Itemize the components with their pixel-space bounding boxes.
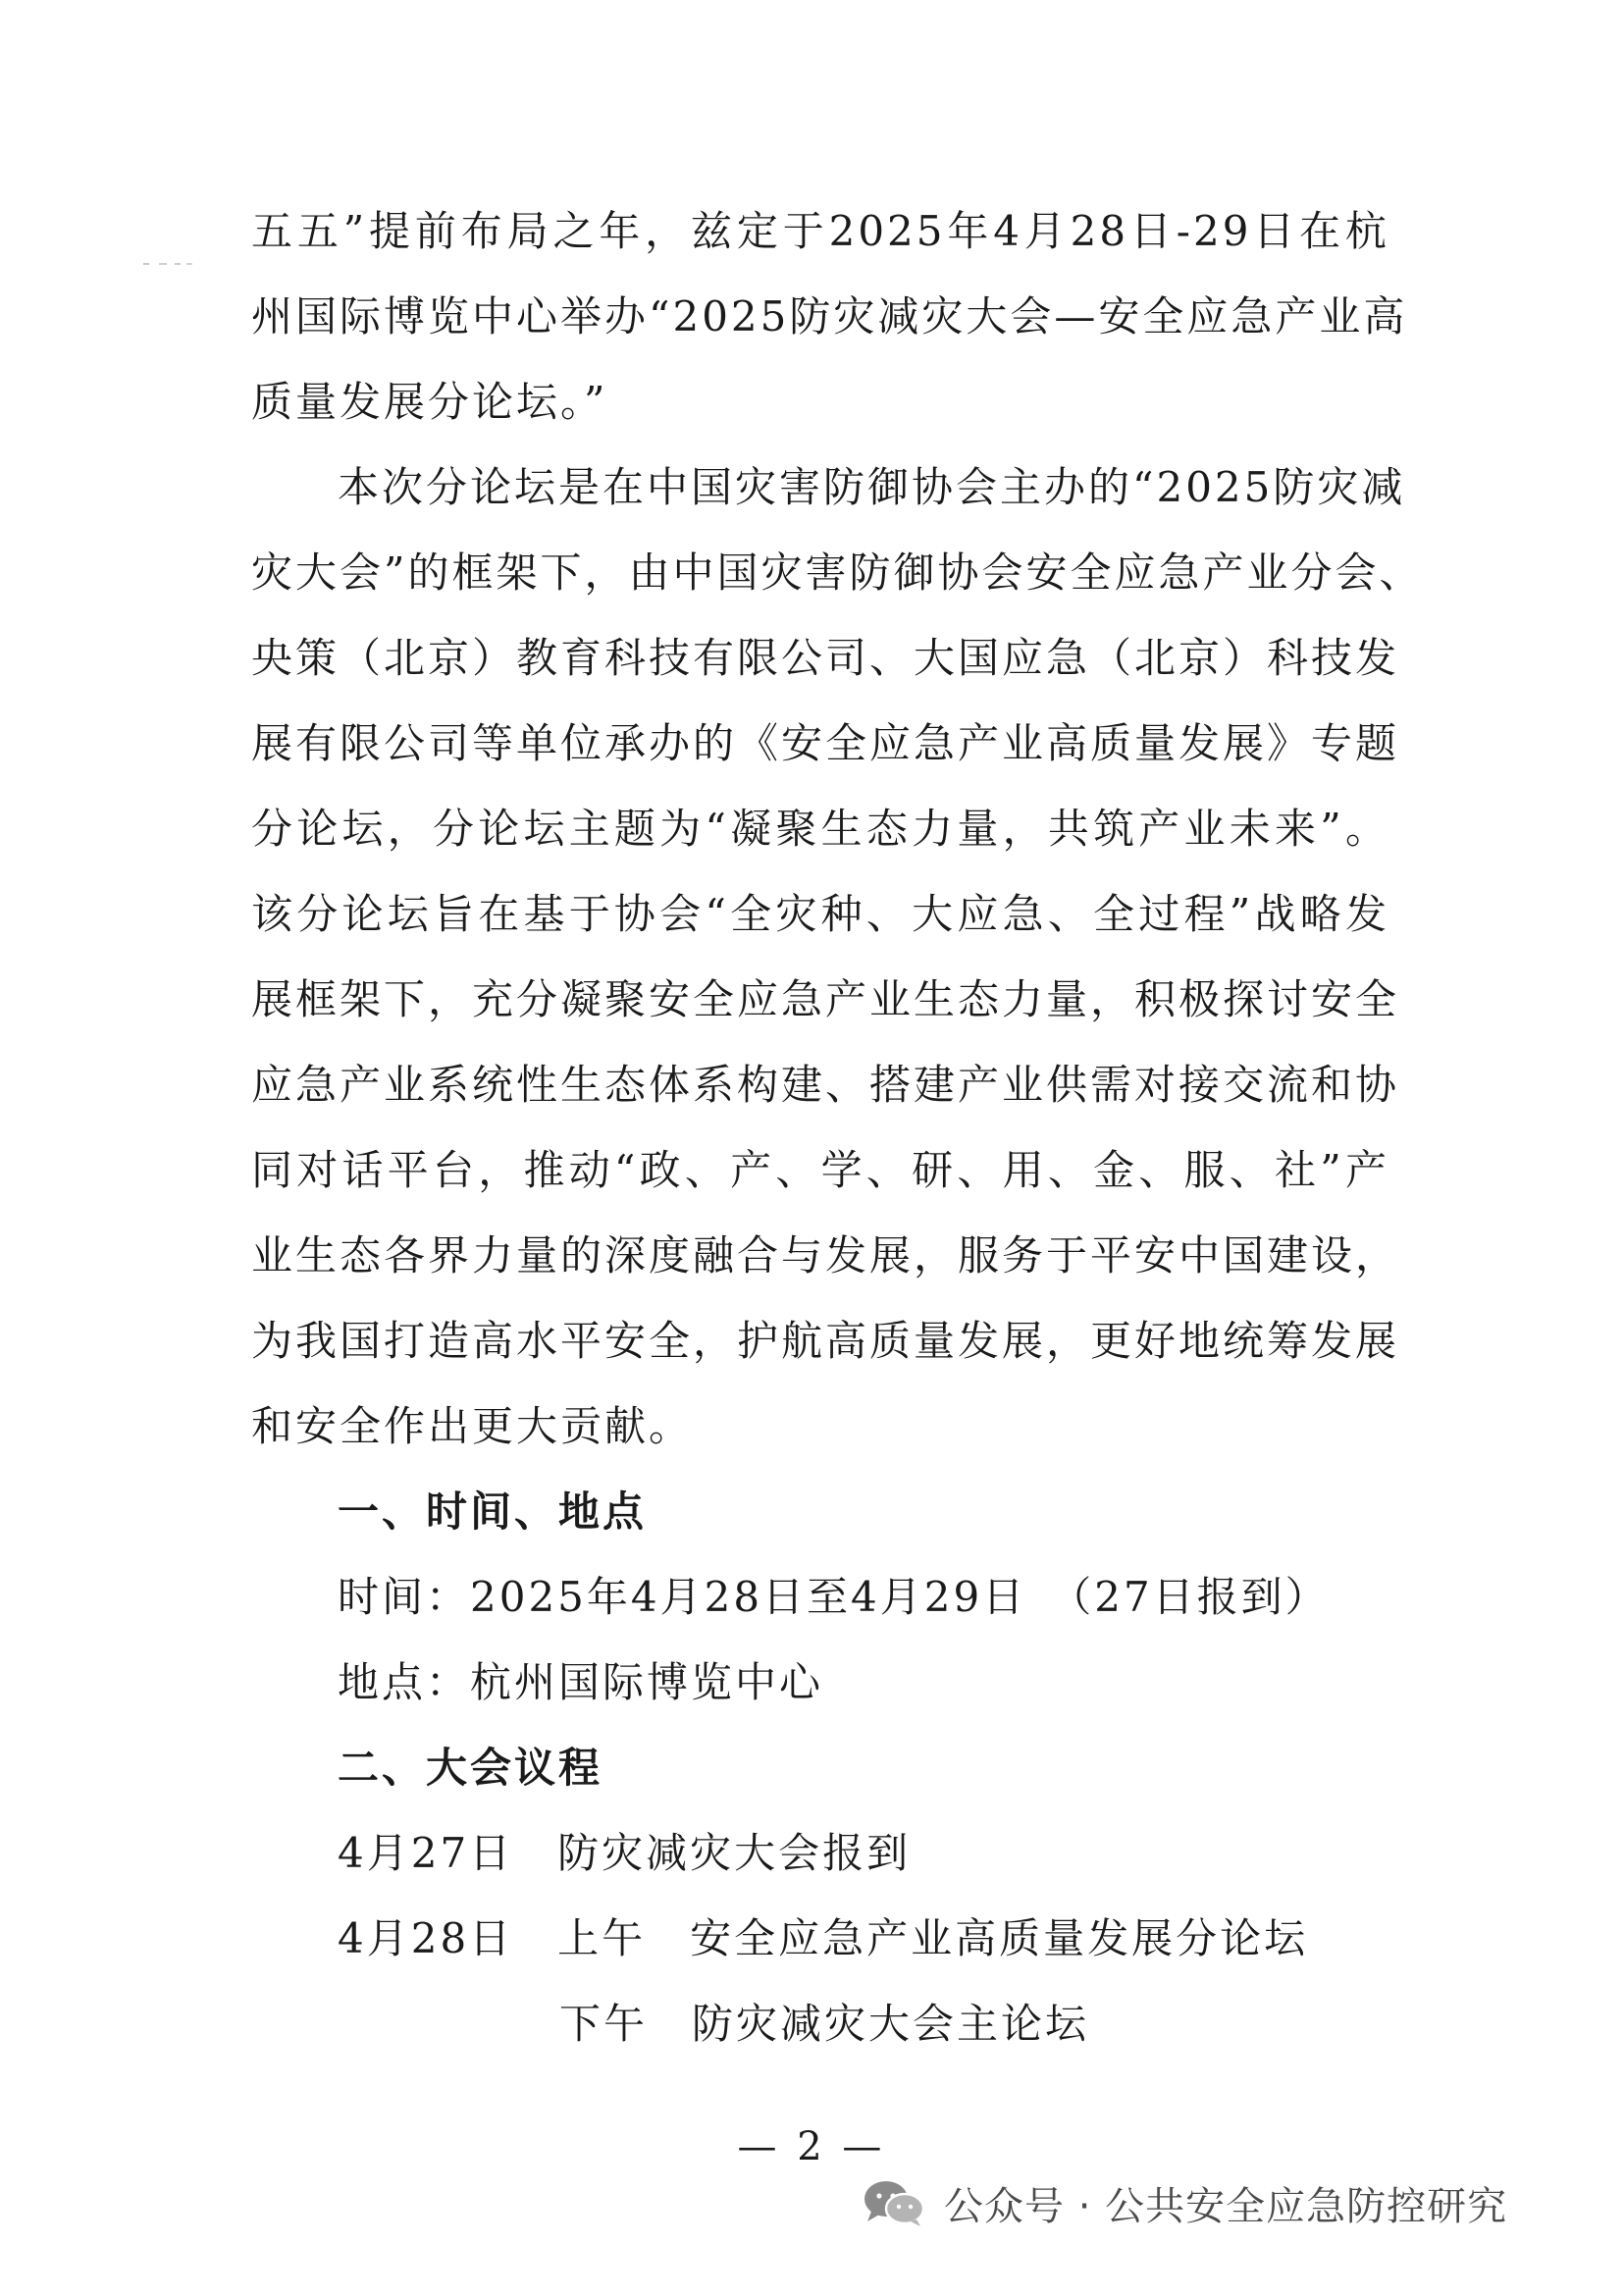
watermark-text: 公众号 · 公共安全应急防控研究 xyxy=(944,2183,1508,2229)
body-line: 央策（北京）教育科技有限公司、大国应急（北京）科技发 xyxy=(251,634,1400,682)
body-line: 五五”提前布局之年，兹定于2025年4月28日-29日在杭 xyxy=(251,207,1389,255)
body-line: 该分论坛旨在基于协会“全灾种、大应急、全过程”战略发 xyxy=(251,890,1389,938)
body-line: 质量发展分论坛。” xyxy=(251,378,608,426)
body-line: 州国际博览中心举办“2025防灾减灾大会—安全应急产业高 xyxy=(251,292,1408,340)
event-time: 时间：2025年4月28日至4月29日 （27日报到） xyxy=(338,1573,1330,1621)
body-line: 和安全作出更大贡献。 xyxy=(251,1402,694,1450)
body-line: 展框架下，充分凝聚安全应急产业生态力量，积极探讨安全 xyxy=(251,975,1400,1023)
body-line: 灾大会”的框架下，由中国灾害防御协会安全应急产业分会、 xyxy=(251,548,1424,597)
agenda-item: 下午 防灾减灾大会主论坛 xyxy=(559,2000,1090,2048)
section-heading-agenda: 二、大会议程 xyxy=(338,1744,603,1792)
wechat-watermark xyxy=(862,2168,1507,2237)
body-line: 本次分论坛是在中国灾害防御协会主办的“2025防灾减 xyxy=(338,463,1406,511)
body-line: 同对话平台，推动“政、产、学、研、用、金、服、社”产 xyxy=(251,1146,1389,1194)
section-heading-time-place: 一、时间、地点 xyxy=(338,1487,648,1536)
page-number: — 2 — xyxy=(737,2124,886,2169)
wechat-icon xyxy=(862,2178,926,2227)
body-line: 为我国打造高水平安全，护航高质量发展，更好地统筹发展 xyxy=(251,1317,1400,1365)
agenda-item: 4月27日 防灾减灾大会报到 xyxy=(338,1829,912,1877)
agenda-item: 4月28日 上午 安全应急产业高质量发展分论坛 xyxy=(338,1914,1309,1962)
body-line: 应急产业系统性生态体系构建、搭建产业供需对接交流和协 xyxy=(251,1061,1400,1109)
body-line: 展有限公司等单位承办的《安全应急产业高质量发展》专题 xyxy=(251,719,1400,767)
body-line: 分论坛，分论坛主题为“凝聚生态力量，共筑产业未来”。 xyxy=(251,805,1389,853)
body-line: 业生态各界力量的深度融合与发展，服务于平安中国建设， xyxy=(251,1231,1400,1279)
scan-speck xyxy=(143,261,194,267)
event-place: 地点：杭州国际博览中心 xyxy=(338,1658,824,1706)
